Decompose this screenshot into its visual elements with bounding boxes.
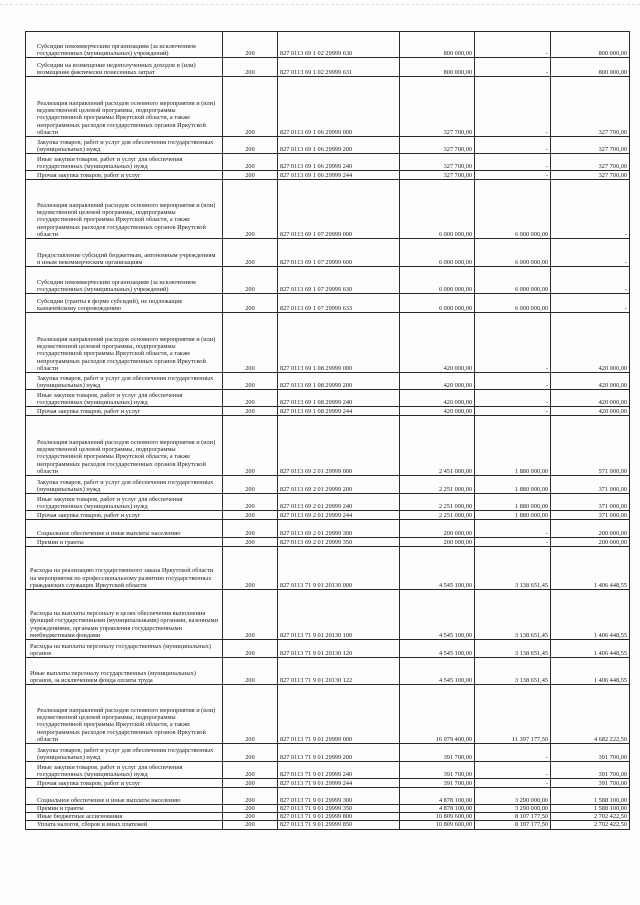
- row-kbk-cell: 827 0113 69 2 01 29999 000: [278, 416, 400, 476]
- row-kbk-cell: 827 0113 69 1 07 29999 600: [278, 239, 400, 267]
- row-name-text: Реализация направлений расходов основного мероприятия и (или) ведомственной целевой программы, подпрограммы государственной программы Иркутской области, а также непрограммных расходов государственных органов Иркутской области: [37, 335, 216, 372]
- remaining-amount-cell: 420 000,00: [551, 313, 630, 373]
- row-name-text: Расходы на выплаты персоналу в целях обеспечения выполнения функций государственными (муниципальными) органами, казенными учреждениями, органами управления государственными внебюджетными фондами: [30, 610, 218, 639]
- remaining-amount-cell: 1 588 100,00: [551, 788, 630, 805]
- row-name-cell: [26, 154, 223, 171]
- row-kbk-cell: 827 0113 71 9 01 29999 300: [278, 788, 400, 805]
- row-name-cell: [26, 547, 223, 590]
- remaining-amount-cell: 371 000,00: [551, 494, 630, 511]
- row-kbk-cell: 827 0113 69 1 06 29999 244: [278, 171, 400, 180]
- executed-amount-cell: 3 138 651,45: [475, 658, 551, 685]
- row-kbk-cell: 827 0113 71 9 01 20130 122: [278, 658, 400, 685]
- executed-amount-cell: 1 880 000,00: [475, 511, 551, 520]
- row-kbk-cell: 827 0113 69 2 01 29999 240: [278, 494, 400, 511]
- executed-amount-cell: -: [475, 407, 551, 416]
- row-name-text: Субсидии (гранты в форме субсидий), не подлежащие казначейскому сопровождению: [37, 297, 183, 312]
- row-code-cell: 200: [223, 590, 278, 640]
- row-code-cell: 200: [223, 779, 278, 788]
- row-kbk-cell: 827 0113 69 1 08 29999 200: [278, 373, 400, 390]
- executed-amount-cell: 3 290 000,00: [475, 805, 551, 813]
- executed-amount-cell: 1 880 000,00: [475, 494, 551, 511]
- remaining-amount-cell: -: [551, 239, 630, 267]
- row-name-text: Прочая закупка товаров, работ и услуг: [37, 511, 141, 519]
- row-name-cell: [26, 416, 223, 476]
- row-code-cell: 200: [223, 32, 278, 58]
- remaining-amount-cell: 420 000,00: [551, 390, 630, 407]
- approved-amount-cell: 327 700,00: [400, 154, 475, 171]
- row-name-text: Иные выплаты персоналу государственных (муниципальных) органов, за исключением фонда оплаты труда: [30, 669, 196, 684]
- row-code-cell: 200: [223, 658, 278, 685]
- row-name-text: Премии и гранты: [37, 538, 84, 546]
- executed-amount-cell: -: [475, 58, 551, 77]
- executed-amount-cell: 3 290 000,00: [475, 788, 551, 805]
- table-row: [26, 590, 630, 640]
- executed-amount-cell: 6 000 000,00: [475, 294, 551, 313]
- table-row: [26, 788, 630, 805]
- row-kbk-cell: 827 0113 69 1 08 29999 240: [278, 390, 400, 407]
- remaining-amount-cell: 391 700,00: [551, 762, 630, 779]
- row-kbk-cell: 827 0113 71 9 01 29999 244: [278, 779, 400, 788]
- approved-amount-cell: 6 000 000,00: [400, 239, 475, 267]
- scan-artifact-top: [0, 4, 640, 5]
- table-row: [26, 137, 630, 154]
- table-row: [26, 779, 630, 788]
- table-row: [26, 494, 630, 511]
- approved-amount-cell: 327 700,00: [400, 137, 475, 154]
- row-kbk-cell: 827 0113 69 1 07 29999 633: [278, 294, 400, 313]
- row-name-cell: [26, 390, 223, 407]
- table-row: [26, 547, 630, 590]
- row-name-text: Уплата налогов, сборов и иных платежей: [37, 821, 148, 829]
- remaining-amount-cell: 1 406 448,55: [551, 658, 630, 685]
- row-kbk-cell: 827 0113 69 2 01 29999 300: [278, 520, 400, 538]
- row-kbk-cell: 827 0113 71 9 01 29999 800: [278, 813, 400, 821]
- table-row: [26, 762, 630, 779]
- row-code-cell: 200: [223, 520, 278, 538]
- remaining-amount-cell: -: [551, 294, 630, 313]
- row-name-cell: [26, 805, 223, 813]
- row-name-cell: [26, 77, 223, 137]
- row-name-cell: [26, 476, 223, 494]
- row-name-cell: [26, 744, 223, 762]
- row-kbk-cell: 827 0113 69 1 06 29999 240: [278, 154, 400, 171]
- row-name-text: Субсидии некоммерческим организациям (за исключением государственных (муниципальных) учреждений): [37, 42, 196, 57]
- row-code-cell: 200: [223, 373, 278, 390]
- approved-amount-cell: 327 700,00: [400, 77, 475, 137]
- row-name-cell: [26, 779, 223, 788]
- row-code-cell: 200: [223, 494, 278, 511]
- table-row: [26, 171, 630, 180]
- row-code-cell: 200: [223, 511, 278, 520]
- row-name-text: Иные бюджетные ассигнования: [37, 813, 123, 821]
- row-code-cell: 200: [223, 788, 278, 805]
- row-name-text: Реализация направлений расходов основного мероприятия и (или) ведомственной целевой программы, подпрограммы государственной программы Иркутской области, а также непрограммных расходов государственных органов Иркутской области: [37, 438, 216, 475]
- approved-amount-cell: 391 700,00: [400, 779, 475, 788]
- executed-amount-cell: 6 000 000,00: [475, 239, 551, 267]
- row-name-cell: [26, 267, 223, 294]
- remaining-amount-cell: -: [551, 180, 630, 239]
- row-kbk-cell: 827 0113 69 1 08 29999 000: [278, 313, 400, 373]
- approved-amount-cell: 4 545 100,00: [400, 547, 475, 590]
- remaining-amount-cell: 1 588 100,00: [551, 805, 630, 813]
- row-name-text: Реализация направлений расходов основного мероприятия и (или) ведомственной целевой программы, подпрограммы государственной программы Иркутской области, а также непрограммных расходов государственных органов Иркутской области: [37, 706, 216, 743]
- row-code-cell: 200: [223, 407, 278, 416]
- remaining-amount-cell: 327 700,00: [551, 171, 630, 180]
- table-body: [26, 32, 630, 830]
- approved-amount-cell: 391 700,00: [400, 744, 475, 762]
- table-row: [26, 32, 630, 58]
- row-name-text: Прочая закупка товаров, работ и услуг: [37, 779, 141, 787]
- table-row: [26, 294, 630, 313]
- row-name-text: Реализация направлений расходов основного мероприятия и (или) ведомственной целевой программы, подпрограммы государственной программы Иркутской области, а также непрограммных расходов государственных органов Иркутской области: [37, 201, 216, 238]
- approved-amount-cell: 6 000 000,00: [400, 267, 475, 294]
- executed-amount-cell: -: [475, 137, 551, 154]
- table-row: [26, 416, 630, 476]
- table-row: [26, 520, 630, 538]
- row-name-cell: [26, 239, 223, 267]
- remaining-amount-cell: 2 702 422,50: [551, 813, 630, 821]
- table-row: [26, 813, 630, 821]
- approved-amount-cell: 327 700,00: [400, 171, 475, 180]
- table-row: [26, 538, 630, 547]
- table-row: [26, 154, 630, 171]
- row-kbk-cell: 827 0113 69 2 01 29999 350: [278, 538, 400, 547]
- row-name-cell: [26, 32, 223, 58]
- remaining-amount-cell: 420 000,00: [551, 373, 630, 390]
- table-row: [26, 77, 630, 137]
- row-name-cell: [26, 180, 223, 239]
- approved-amount-cell: 420 000,00: [400, 313, 475, 373]
- row-code-cell: 200: [223, 77, 278, 137]
- table-row: [26, 58, 630, 77]
- table-row: [26, 821, 630, 829]
- row-name-cell: [26, 813, 223, 821]
- executed-amount-cell: 6 000 000,00: [475, 267, 551, 294]
- table-row: [26, 267, 630, 294]
- remaining-amount-cell: 200 000,00: [551, 538, 630, 547]
- table-row: [26, 180, 630, 239]
- remaining-amount-cell: 371 000,00: [551, 476, 630, 494]
- approved-amount-cell: 2 451 000,00: [400, 416, 475, 476]
- executed-amount-cell: -: [475, 373, 551, 390]
- approved-amount-cell: 6 000 000,00: [400, 180, 475, 239]
- approved-amount-cell: 800 000,00: [400, 32, 475, 58]
- row-kbk-cell: 827 0113 69 1 07 29999 630: [278, 267, 400, 294]
- row-name-text: Субсидии на возмещение недополученных доходов и (или) возмещение фактически понесенных затрат: [37, 61, 196, 76]
- row-kbk-cell: 827 0113 71 9 01 20130 100: [278, 590, 400, 640]
- table-row: [26, 658, 630, 685]
- row-kbk-cell: 827 0113 71 9 01 29999 850: [278, 821, 400, 829]
- row-kbk-cell: 827 0113 69 1 06 29999 200: [278, 137, 400, 154]
- row-code-cell: 200: [223, 171, 278, 180]
- executed-amount-cell: 6 000 000,00: [475, 180, 551, 239]
- row-name-text: Расходы на выплаты персоналу государственных (муниципальных) органов: [30, 642, 211, 657]
- approved-amount-cell: 420 000,00: [400, 407, 475, 416]
- row-name-cell: [26, 313, 223, 373]
- executed-amount-cell: -: [475, 762, 551, 779]
- row-name-cell: [26, 294, 223, 313]
- row-code-cell: 200: [223, 538, 278, 547]
- row-name-text: Прочая закупка товаров, работ и услуг: [37, 407, 141, 415]
- approved-amount-cell: 420 000,00: [400, 390, 475, 407]
- remaining-amount-cell: 1 406 448,55: [551, 590, 630, 640]
- row-code-cell: 200: [223, 313, 278, 373]
- row-name-text: Прочая закупка товаров, работ и услуг: [37, 171, 141, 179]
- remaining-amount-cell: 800 000,00: [551, 32, 630, 58]
- row-code-cell: 200: [223, 239, 278, 267]
- remaining-amount-cell: 2 702 422,50: [551, 821, 630, 829]
- executed-amount-cell: 11 397 177,50: [475, 685, 551, 744]
- row-name-cell: [26, 407, 223, 416]
- table-row: [26, 805, 630, 813]
- row-code-cell: 200: [223, 762, 278, 779]
- executed-amount-cell: -: [475, 538, 551, 547]
- remaining-amount-cell: 371 000,00: [551, 511, 630, 520]
- table-row: [26, 476, 630, 494]
- remaining-amount-cell: 420 000,00: [551, 407, 630, 416]
- remaining-amount-cell: 1 406 448,55: [551, 640, 630, 658]
- executed-amount-cell: -: [475, 154, 551, 171]
- row-kbk-cell: 827 0113 71 9 01 20130 120: [278, 640, 400, 658]
- executed-amount-cell: -: [475, 520, 551, 538]
- row-code-cell: 200: [223, 744, 278, 762]
- row-code-cell: 200: [223, 294, 278, 313]
- table-row: [26, 685, 630, 744]
- remaining-amount-cell: 327 700,00: [551, 77, 630, 137]
- remaining-amount-cell: -: [551, 267, 630, 294]
- row-code-cell: 200: [223, 476, 278, 494]
- remaining-amount-cell: 327 700,00: [551, 154, 630, 171]
- row-name-cell: [26, 762, 223, 779]
- table-row: [26, 313, 630, 373]
- approved-amount-cell: 4 878 100,00: [400, 805, 475, 813]
- row-kbk-cell: 827 0113 69 1 06 29999 000: [278, 77, 400, 137]
- row-name-cell: [26, 373, 223, 390]
- row-name-cell: [26, 137, 223, 154]
- row-name-text: Субсидии некоммерческим организациям (за исключением государственных (муниципальных) учреждений): [37, 278, 196, 293]
- row-code-cell: 200: [223, 821, 278, 829]
- row-name-text: Иные закупки товаров, работ и услуг для обеспечения государственных (муниципальных) нужд: [37, 391, 183, 406]
- row-name-text: Социальное обеспечение и иные выплаты населению: [37, 796, 181, 804]
- approved-amount-cell: 4 545 100,00: [400, 640, 475, 658]
- row-code-cell: 200: [223, 267, 278, 294]
- row-name-text: Премии и гранты: [37, 805, 84, 812]
- executed-amount-cell: -: [475, 77, 551, 137]
- row-name-cell: [26, 590, 223, 640]
- row-name-text: Реализация направлений расходов основного мероприятия и (или) ведомственной целевой программы, подпрограммы государственной программы Иркутской области, а также непрограммных расходов государственных органов Иркутской области: [37, 99, 216, 136]
- row-code-cell: 200: [223, 390, 278, 407]
- row-name-text: Расходы на реализацию государственного заказа Иркутской области на мероприятия по профессиональному развитию государственных гражданских служащих Иркутской области: [30, 567, 214, 589]
- row-code-cell: 200: [223, 154, 278, 171]
- row-code-cell: 200: [223, 416, 278, 476]
- row-kbk-cell: 827 0113 69 2 01 29999 200: [278, 476, 400, 494]
- approved-amount-cell: 200 000,00: [400, 538, 475, 547]
- row-code-cell: 200: [223, 685, 278, 744]
- table-row: [26, 511, 630, 520]
- remaining-amount-cell: 571 000,00: [551, 416, 630, 476]
- executed-amount-cell: -: [475, 779, 551, 788]
- row-code-cell: 200: [223, 813, 278, 821]
- row-code-cell: 200: [223, 58, 278, 77]
- row-name-cell: [26, 171, 223, 180]
- remaining-amount-cell: 1 406 448,55: [551, 547, 630, 590]
- executed-amount-cell: -: [475, 171, 551, 180]
- row-code-cell: 200: [223, 805, 278, 813]
- row-name-cell: [26, 685, 223, 744]
- approved-amount-cell: 10 809 600,00: [400, 813, 475, 821]
- row-name-cell: [26, 511, 223, 520]
- approved-amount-cell: 4 545 100,00: [400, 590, 475, 640]
- row-code-cell: 200: [223, 137, 278, 154]
- approved-amount-cell: 16 079 400,00: [400, 685, 475, 744]
- approved-amount-cell: 2 251 000,00: [400, 476, 475, 494]
- executed-amount-cell: 3 138 651,45: [475, 547, 551, 590]
- row-kbk-cell: 827 0113 69 1 07 29999 000: [278, 180, 400, 239]
- approved-amount-cell: 6 000 000,00: [400, 294, 475, 313]
- row-name-text: Закупка товаров, работ и услуг для обеспечения государственных (муниципальных) нужд: [37, 478, 214, 493]
- executed-amount-cell: 8 107 177,50: [475, 821, 551, 829]
- executed-amount-cell: -: [475, 744, 551, 762]
- row-name-text: Социальное обеспечение и иные выплаты населению: [37, 529, 181, 537]
- approved-amount-cell: 10 809 600,00: [400, 821, 475, 829]
- remaining-amount-cell: 200 000,00: [551, 520, 630, 538]
- row-kbk-cell: 827 0113 69 2 01 29999 244: [278, 511, 400, 520]
- row-name-text: Закупка товаров, работ и услуг для обеспечения государственных (муниципальных) нужд: [37, 374, 214, 389]
- row-kbk-cell: 827 0113 69 1 02 29999 630: [278, 32, 400, 58]
- approved-amount-cell: 200 000,00: [400, 520, 475, 538]
- row-name-cell: [26, 538, 223, 547]
- remaining-amount-cell: 800 000,00: [551, 58, 630, 77]
- row-code-cell: 200: [223, 547, 278, 590]
- remaining-amount-cell: 391 700,00: [551, 779, 630, 788]
- row-name-cell: [26, 788, 223, 805]
- approved-amount-cell: 800 000,00: [400, 58, 475, 77]
- row-name-text: Иные закупки товаров, работ и услуг для обеспечения государственных (муниципальных) нужд: [37, 495, 183, 510]
- table-row: [26, 239, 630, 267]
- approved-amount-cell: 4 878 100,00: [400, 788, 475, 805]
- remaining-amount-cell: 327 700,00: [551, 137, 630, 154]
- row-name-text: Закупка товаров, работ и услуг для обеспечения государственных (муниципальных) нужд: [37, 138, 214, 153]
- executed-amount-cell: 1 880 000,00: [475, 416, 551, 476]
- row-name-cell: [26, 640, 223, 658]
- row-name-cell: [26, 494, 223, 511]
- row-kbk-cell: 827 0113 71 9 01 29999 000: [278, 685, 400, 744]
- remaining-amount-cell: 391 700,00: [551, 744, 630, 762]
- row-name-cell: [26, 520, 223, 538]
- executed-amount-cell: 8 107 177,50: [475, 813, 551, 821]
- table-row: [26, 390, 630, 407]
- executed-amount-cell: 3 138 651,45: [475, 640, 551, 658]
- row-name-cell: [26, 821, 223, 829]
- table-row: [26, 373, 630, 390]
- row-kbk-cell: 827 0113 71 9 01 29999 350: [278, 805, 400, 813]
- executed-amount-cell: 3 138 651,45: [475, 590, 551, 640]
- row-name-cell: [26, 58, 223, 77]
- remaining-amount-cell: 4 682 222,50: [551, 685, 630, 744]
- row-code-cell: 200: [223, 180, 278, 239]
- row-name-cell: [26, 658, 223, 685]
- approved-amount-cell: 4 545 100,00: [400, 658, 475, 685]
- row-name-text: Иные закупки товаров, работ и услуг для обеспечения государственных (муниципальных) нужд: [37, 763, 183, 778]
- approved-amount-cell: 391 700,00: [400, 762, 475, 779]
- row-kbk-cell: 827 0113 69 1 02 29999 631: [278, 58, 400, 77]
- table-row: [26, 744, 630, 762]
- row-kbk-cell: 827 0113 71 9 01 29999 200: [278, 744, 400, 762]
- row-name-text: Предоставление субсидий бюджетным, автономным учреждениям и иным некоммерческим организациям: [37, 251, 216, 266]
- executed-amount-cell: -: [475, 32, 551, 58]
- table-row: [26, 407, 630, 416]
- row-name-text: Закупка товаров, работ и услуг для обеспечения государственных (муниципальных) нужд: [37, 746, 214, 761]
- executed-amount-cell: 1 880 000,00: [475, 476, 551, 494]
- executed-amount-cell: -: [475, 390, 551, 407]
- row-kbk-cell: 827 0113 69 1 08 29999 244: [278, 407, 400, 416]
- approved-amount-cell: 2 251 000,00: [400, 494, 475, 511]
- table-row: [26, 640, 630, 658]
- row-name-text: Иные закупки товаров, работ и услуг для обеспечения государственных (муниципальных) нужд: [37, 155, 183, 170]
- budget-execution-table: [25, 31, 630, 830]
- row-kbk-cell: 827 0113 71 9 01 20130 000: [278, 547, 400, 590]
- approved-amount-cell: 2 251 000,00: [400, 511, 475, 520]
- approved-amount-cell: 420 000,00: [400, 373, 475, 390]
- executed-amount-cell: -: [475, 313, 551, 373]
- row-kbk-cell: 827 0113 71 9 01 29999 240: [278, 762, 400, 779]
- row-code-cell: 200: [223, 640, 278, 658]
